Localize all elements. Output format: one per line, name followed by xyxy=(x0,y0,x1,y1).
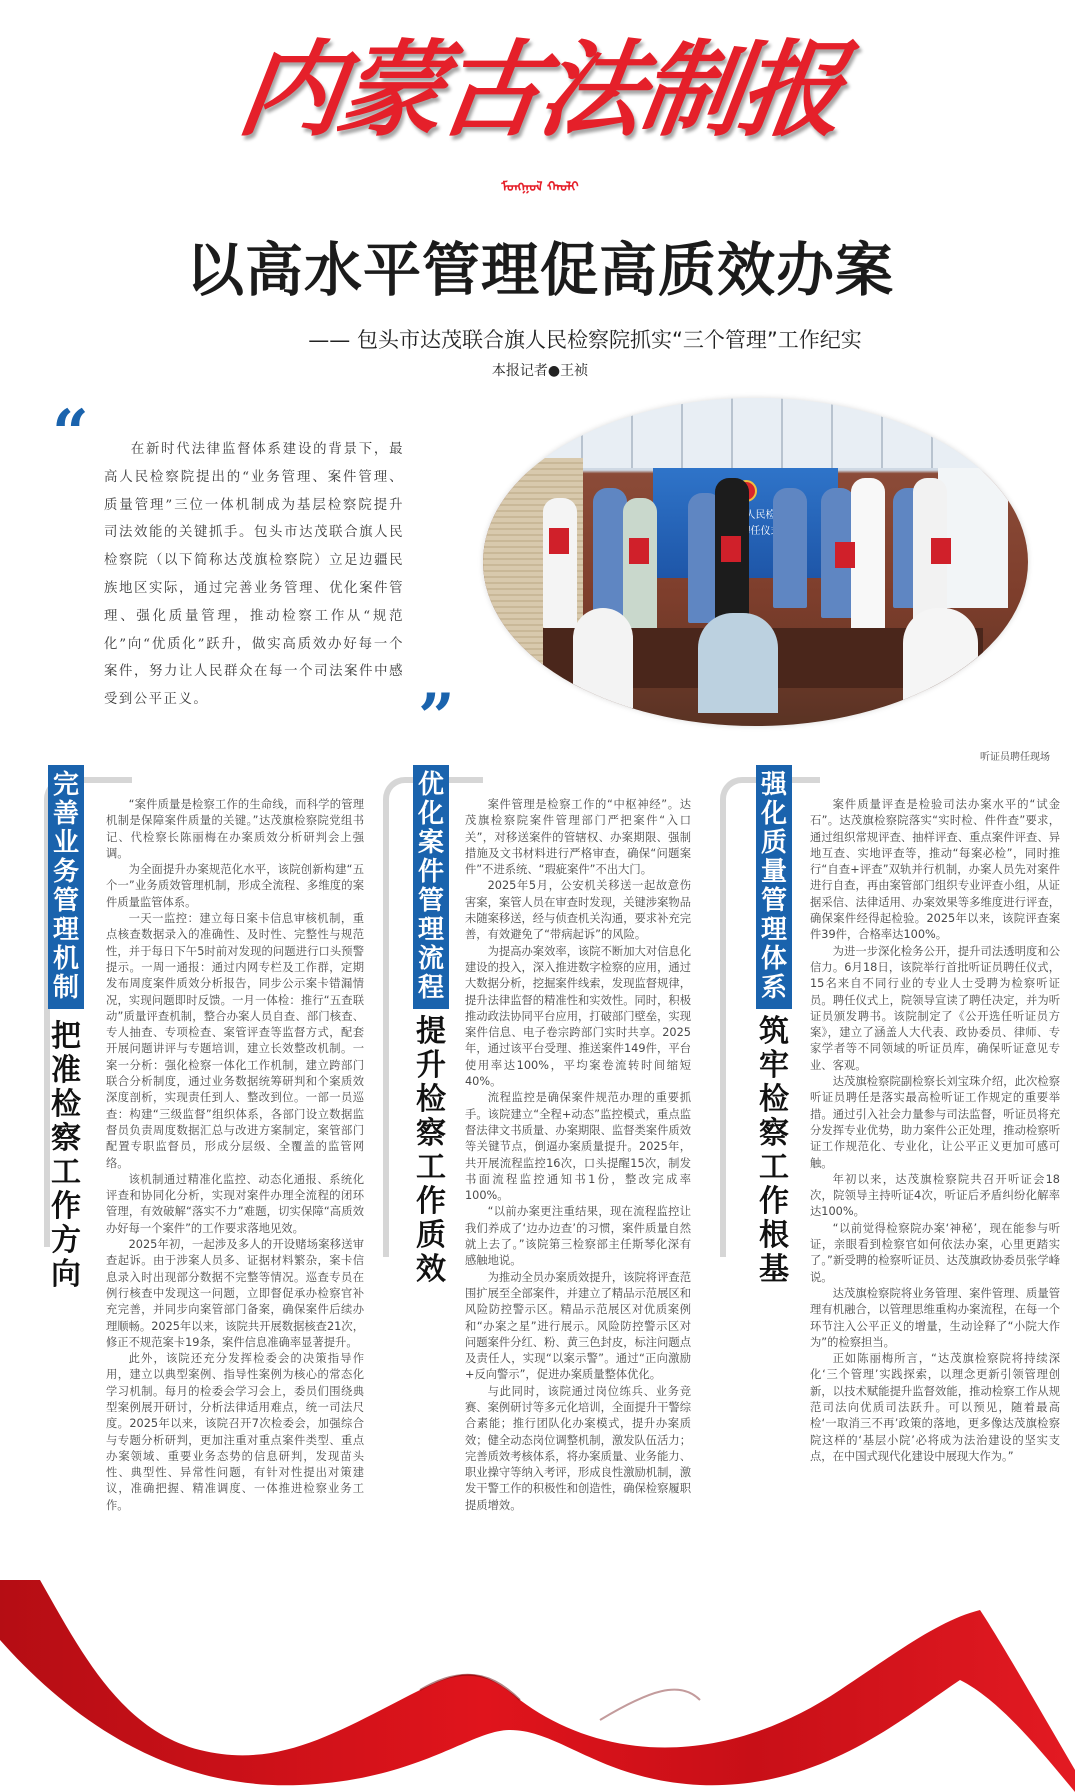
paragraph: 此外，该院还充分发挥检委会的决策指导作用，建立以典型案例、指导性案例为核心的常态化学习机制。每月的检委会学习会上，委员们围绕典型案例展开研讨，分析法律适用难点，统一司法尺度。2025年以来，该院召开7次检委会，加强综合与专题分析研判，更加注重对重点案件类型、重点办案领域、重要业务态势的信息研判，发现苗头性、典型性、异常性问题，有针对性提出对策建议，准确把握、精准调度、一体推进检察业务工作。 xyxy=(106,1352,364,1512)
photo-person xyxy=(623,498,657,638)
paragraph: 该机制通过精准化监控、动态化通报、系统化评查和协同化分析，实现对案件办理全流程的闭环管理，有效破解“落实不力”难题，切实保障“高质效办好每一个案件”的工作要求落地见效。 xyxy=(106,1172,364,1235)
certificate xyxy=(549,528,569,554)
photo-person-seated xyxy=(903,608,978,708)
paragraph: 一天一监控：建立每日案卡信息审核机制，重点核查数据录入的准确性、及时性、完整性与规范性，并于每日下午5时前对发现的问题进行口头预警提示。一周一通报：通过内网专栏及工作群，定期发布周度案件质效分析报告，同步公示案卡错漏情况，实现问题即时反馈。一月一体检：推行“五查联动”质量评查机制，整合办案人员自查、部门核查、专人抽查、专项检查、案管评查等监督方式，配套开展问题讲评与专题培训，建立长效整改机制。一案一分析：强化检察一体化工作机制，建立跨部门联合分析制度，通过业务数据统筹研判和个案质效深度剖析，实现责任到人、整改到位。一部一员巡查：构建“三级监督”组织体系，各部门设立数据监督员负责周度数据汇总与改进方案制定，案管部门配置专职监督员，形成分层级、全覆盖的监管网络。 xyxy=(106,912,364,1170)
photo-person-seated xyxy=(698,613,778,713)
paragraph: “以前办案更注重结果，现在流程监控让我们养成了‘边办边查’的习惯，案件质量自然就上去了。”该院第三检察部主任斯琴化深有感触地说。 xyxy=(465,1205,691,1268)
photo-person xyxy=(773,488,807,608)
red-ribbon-decoration xyxy=(0,1580,1080,1792)
intro-paragraph: 在新时代法律监督体系建设的背景下，最高人民检察院提出的“业务管理、案件管理、质量管理”三位一体机制成为基层检察院提升司法效能的关键抓手。包头市达茂联合旗人民检察院（以下简称达茂旗检察院）立足边疆民族地区实际，通过完善业务管理、优化案件管理、强化质量管理，推动检察工作从“规范化”向“优质化”跃升，做实高质效办好每一个案件，努力让人民群众在每一个司法案件中感受到公平正义。 xyxy=(104,442,404,708)
section-tag: 强化质量管理体系 xyxy=(756,765,792,1009)
certificate xyxy=(629,538,649,564)
paragraph: 流程监控是确保案件规范办理的重要抓手。该院建立“全程+动态”监控模式，重点监督法律文书质量、办案期限、监督类案件质效等关键节点，倒逼办案质量提升。2025年，共开展流程监控16次，口头提醒15次，制发书面流程监控通知书1份，整改完成率100%。 xyxy=(465,1091,691,1203)
masthead xyxy=(0,0,1080,200)
paragraph: 2025年初，一起涉及多人的开设赌场案移送审查起诉。由于涉案人员多、证据材料繁杂，案卡信息录入时出现部分数据不完整等情况。巡查专员在例行核查中发现这一问题，立即督促承办检察官补充完善，并同步向案管部门备案，确保案件后续办理顺畅。2025年以来，该院共开展数据核查21次，修正不规范案卡19条，案件信息准确率显著提升。 xyxy=(106,1238,364,1349)
headline: 以高水平管理促高质效办案 xyxy=(185,236,894,304)
section-body xyxy=(465,797,691,1514)
section-title: 提升检察工作质效 xyxy=(416,1014,446,1287)
open-quote-icon: “ xyxy=(52,396,89,471)
paragraph: 为进一步深化检务公开，提升司法透明度和公信力。6月18日，该院举行首批听证员聘任仪式，15名来自不同行业的专业人士受聘为检察听证员。聘任仪式上，院领导宣读了聘任决定，并为听证员颁发聘书。该院制定了《公开选任听证员方案》，建立了涵盖人大代表、政协委员、律师、专家学者等不同领域的听证员库，确保听证意见专业、客观。 xyxy=(810,944,1060,1072)
photo-caption: 听证员聘任现场 xyxy=(980,752,1050,763)
paragraph: 为提高办案效率，该院不断加大对信息化建设的投入，深入推进数字检察的应用，通过大数据分析，挖掘案件线索，发现监督规律，提升法律监督的精准性和实效性。同时，积极推动政法协同平台应用，打破部门壁垒，实现案件信息、电子卷宗跨部门实时共享。2025年，通过该平台受理、推送案件149件，平台使用率达100%，平均案卷流转时间缩短40%。 xyxy=(465,944,691,1089)
paragraph: 与此同时，该院通过岗位练兵、业务竞赛、案例研讨等多元化培训，全面提升干警综合素能；推行团队化办案模式，提升办案质效；健全动态岗位调整机制，激发队伍活力；完善质效考核体系，将办案质量、业务能力、职业操守等纳入考评，形成良性激励机制，激发干警工作的积极性和创造性，确保检察履职提质增效。 xyxy=(465,1384,691,1512)
paragraph: 为推动全员办案质效提升，该院将评查范围扩展至全部案件，并建立了精品示范展区和风险防控警示区。精品示范展区对优质案例和“办案之星”进行展示。风险防控警示区对问题案件分红、粉、黄三色封皮，标注问题点及责任人，实现“以案示警”。通过“正向激励+反向警示”，促进办案质量整体优化。 xyxy=(465,1270,691,1382)
paragraph: “案件质量是检察工作的生命线，而科学的管理机制是保障案件质量的关键。”达茂旗检察院党组书记、代检察长陈丽梅在办案质效分析研判会上强调。 xyxy=(106,798,364,860)
byline: 本报记者●王祯 xyxy=(491,363,589,379)
paragraph: 案件管理是检察工作的“中枢神经”。达茂旗检察院案件管理部门严把案件“入口关”，对移送案件的管辖权、办案期限、强制措施及文书材料进行严格审查，确保“问题案件”不进系统、“瑕疵案件”不出大门。 xyxy=(465,798,691,877)
section-title: 把准检察工作方向 xyxy=(51,1019,81,1292)
photo-person xyxy=(543,498,577,628)
certificate xyxy=(931,538,951,564)
section-body xyxy=(106,797,364,1514)
paragraph: 年初以来，达茂旗检察院共召开听证会18次，院领导主持听证4次，听证后矛盾纠纷化解率达100%。 xyxy=(810,1172,1060,1219)
section-tag: 优化案件管理流程 xyxy=(413,765,449,1009)
close-quote-icon: ” xyxy=(418,680,455,755)
ceremony-photo xyxy=(483,398,1028,726)
paragraph: “以前觉得检察院办案‘神秘’，现在能参与听证，亲眼看到检察官如何依法办案，心里更踏实了。”新受聘的检察听证员、达茂旗政协委员张学峰说。 xyxy=(810,1221,1060,1284)
newspaper-name-logo: 内蒙古法制报 xyxy=(231,28,849,151)
photo-person-seated xyxy=(573,608,633,708)
certificate xyxy=(721,536,741,562)
subheadline: —— 包头市达茂联合旗人民检察院抓实“三个管理”工作纪实 xyxy=(308,328,862,352)
paragraph: 为全面提升办案规范化水平，该院创新构建“五个一”业务质效管理机制，形成全流程、多维度的案件质量监管体系。 xyxy=(106,863,364,909)
paragraph: 正如陈丽梅所言，“达茂旗检察院将持续深化‘三个管理’实践探索，以理念更新引领管理创新，以技术赋能提升监督效能，推动检察工作从规范司法向优质司法跃升。可以预见，随着最高检‘一取消三不再’政策的落地，更多像达茂旗检察院这样的‘基层小院’必将成为法治建设的坚实支点，在中国式现代化建设中展现大作为。” xyxy=(810,1352,1060,1463)
mongolian-subtitle: ᠮᠣᠩᠭᠣᠯ ᠬᠠᠤᠯᠢ xyxy=(501,180,579,195)
section-tag: 完善业务管理机制 xyxy=(48,765,84,1009)
section-title: 筑牢检察工作根基 xyxy=(759,1014,789,1287)
section-body xyxy=(810,797,1060,1465)
certificate xyxy=(835,542,855,568)
photo-person xyxy=(593,488,627,628)
paragraph: 达茂旗检察院副检察长刘宝珠介绍，此次检察听证员聘任是落实最高检听证工作规定的重要举措。通过引入社会力量参与司法监督，听证员将充分发挥专业优势，助力案件公正处理，推动检察听证工作规范化、专业化，让公平正义更加可感可触。 xyxy=(810,1075,1060,1170)
paragraph: 案件质量评查是检验司法办案水平的“试金石”。达茂旗检察院落实“实时检、件件查”要求，通过组织常规评查、抽样评查、重点案件评查、异地互查、实地评查等，推动“每案必检”，同时推行“自查+评查”双轨并行机制，办案人员先对案件进行自查，再由案管部门组织专业评查小组，从证据采信、法律适用、办案效果等多维度进行评查，确保案件经得起检验。2025年以来，该院评查案件39件，合格率达100%。 xyxy=(810,798,1060,942)
paragraph: 达茂旗检察院将业务管理、案件管理、质量管理有机融合，以管理思维重构办案流程，在每一个环节注入公平正义的增量，生动诠释了“小院大作为”的检察担当。 xyxy=(810,1286,1060,1349)
paragraph: 2025年5月，公安机关移送一起故意伤害案，案管人员在审查时发现，关键涉案物品未随案移送，经与侦查机关沟通，要求补充完善，有效避免了“带病起诉”的风险。 xyxy=(465,879,691,942)
photo-person xyxy=(851,478,885,638)
